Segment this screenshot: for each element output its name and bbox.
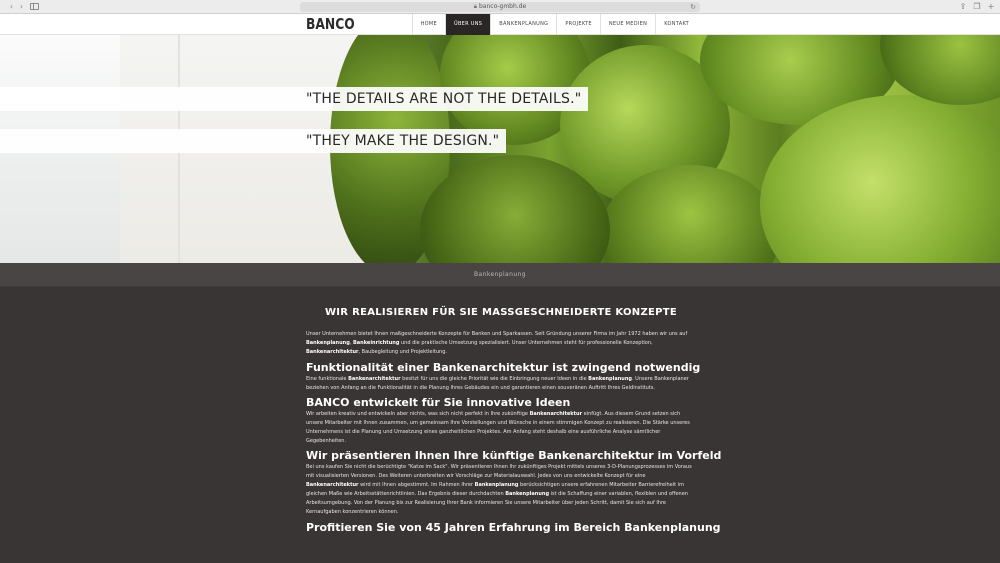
section-paragraph-1: Eine funktionale Bankenarchitektur besitzt für uns die gleiche Priorität wie die Einbringung neuer Ideen in die Bankenplanung. Unsere Bankenplaner beziehen von Anfang an die Funktionalität in die Planung Ihres Gebäudes ein und garantieren einen souveränen Auftritt Ihres Geldinstituts. <box>306 376 689 391</box>
menu-item-projekte[interactable]: PROJEKTE <box>556 14 600 35</box>
page-title: WIR REALISIEREN FÜR SIE MASSGESCHNEIDERTE KONZEPTE <box>324 307 678 318</box>
menu-item-kontakt[interactable]: KONTAKT <box>655 14 697 35</box>
menu-item-neue-medien[interactable]: NEUE MEDIEN <box>600 14 655 35</box>
section-heading-4: Profitieren Sie von 45 Jahren Erfahrung im Bereich Bankenplanung <box>306 521 721 534</box>
tabs-overview-icon[interactable]: ❐ <box>973 2 981 11</box>
intro-paragraph: Unser Unternehmen bietet Ihnen maßgeschneiderte Konzepte für Banken und Sparkassen. Seit Gründung unserer Firma im Jahr 1972 haben wir uns auf Bankenplanung, Bankeinrichtung und die praktische Umsetzung spezialisiert. Unser Unternehmen steht für professionelle Konzeption, Bankenarchitektur, Baubegleitung und Projektleitung. <box>306 331 688 355</box>
main-content <box>306 287 722 535</box>
address-bar[interactable] <box>300 2 700 12</box>
share-icon[interactable]: ⇪ <box>959 2 967 11</box>
url-text: banco-gmbh.de <box>478 3 527 10</box>
back-icon[interactable]: ‹ <box>9 2 14 11</box>
section-heading-3: Wir präsentieren Ihnen Ihre künftige Bankenarchitektur im Vorfeld <box>306 449 722 462</box>
lock-icon: 🔒︎ <box>473 3 477 10</box>
hero-banner <box>0 35 1000 263</box>
menu-item-home[interactable]: HOME <box>412 14 445 35</box>
site-logo[interactable]: BANCO <box>306 15 355 33</box>
hero-quote-2: "THEY MAKE THE DESIGN." <box>306 133 500 149</box>
site-header <box>0 14 1000 35</box>
section-paragraph-3: Bei uns kaufen Sie nicht die berüchtigte "Katze im Sack". Wir präsentieren Ihnen Ihr zukünftiges Projekt mittels unseres 3-D-Planungsprozesses im Voraus mit visualisierten Versionen. Des Weiteren unterbreiten wir Vorschläge zur Materialauswahl. Jedes von uns entwickelte Konzept für eine Bankenarchitektur wird mit Ihnen abgestimmt. Im Rahmen Ihrer Bankenplanung berücksichtigen unsere erfahrenen Mitarbeiter Barrierefreiheit im gleichen Maße wie Arbeitsstättenrichtlinien. Das Ergebnis dieser durchdachten Bankenplanung ist die Schaffung einer variablen, flexiblen und offenen Arbeitsumgebung. Von der Planung bis zur Realisierung Ihrer Bank informieren Sie unsere Mitarbeiter über jeden Schritt, damit Sie sich auf Ihre Kernaufgaben konzentrieren können. <box>306 464 692 515</box>
section-heading-2: BANCO entwickelt für Sie innovative Ideen <box>306 396 571 409</box>
new-tab-icon[interactable]: + <box>987 2 995 11</box>
section-strip <box>0 263 1000 287</box>
menu-item-bankenplanung[interactable]: BANKENPLANUNG <box>490 14 556 35</box>
section-paragraph-2: Wir arbeiten kreativ und entwickeln aber nichts, was sich nicht perfekt in Ihre zukünftige Bankenarchitektur einfügt. Aus diesem Grund setzen sich unsere Mitarbeiter mit Ihnen zusammen, um gemeinsam Ihre Vorstellungen und Wünsche in einem stimmigen Konzept zu realisieren. Die Stärke unseres Unternehmens ist die Planung und Umsetzung eines ganzheitlichen Projektes. Am Anfang steht deshalb eine ausführliche Analyse sämtlicher Gegebenheiten. <box>306 411 690 444</box>
main-menu <box>412 14 697 35</box>
browser-toolbar <box>0 0 1000 14</box>
forward-icon[interactable]: › <box>19 2 24 11</box>
hero-quote-1: "THE DETAILS ARE NOT THE DETAILS." <box>306 91 582 107</box>
reload-icon[interactable]: ↻ <box>690 3 696 11</box>
section-heading-1: Funktionalität einer Bankenarchitektur ist zwingend notwendig <box>306 361 701 374</box>
sidebar-toggle-icon[interactable] <box>30 3 39 10</box>
section-strip-label[interactable]: Bankenplanung <box>474 271 526 278</box>
menu-item-über-uns[interactable]: ÜBER UNS <box>445 14 490 35</box>
